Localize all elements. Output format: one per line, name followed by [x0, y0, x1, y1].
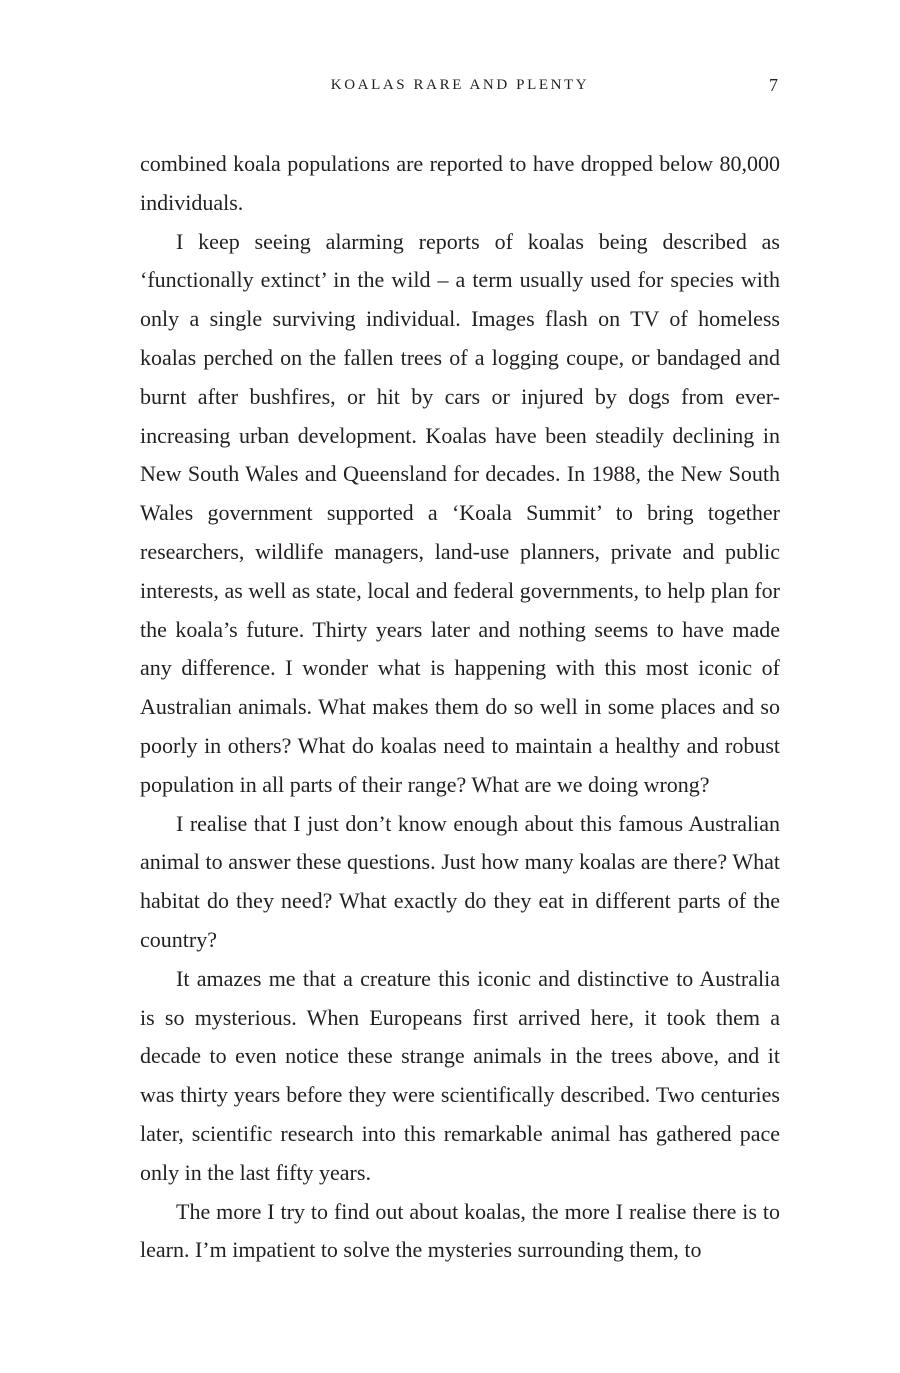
body-text	[140, 145, 780, 1270]
paragraph: I keep seeing alarming reports of koalas being described as ‘functionally extinct’ in the wild – a term usually used for species with only a single surviving individual. Images flash on TV of homeless koalas perched on the fallen trees of a logging coupe, or bandaged and burnt after bushfires, or hit by cars or injured by dogs from ever-increasing urban development. Koalas have been steadily declining in New South Wales and Queensland for decades. In 1988, the New South Wales government supported a ‘Koala Summit’ to bring together researchers, wildlife managers, land-use planners, private and public interests, as well as state, local and federal governments, to help plan for the koala’s future. Thirty years later and nothing seems to have made any difference. I wonder what is happening with this most iconic of Australian animals. What makes them do so well in some places and so poorly in others? What do koalas need to maintain a healthy and robust population in all parts of their range? What are we doing wrong?	[140, 228, 780, 797]
running-title: KOALAS RARE AND PLENTY	[330, 77, 590, 93]
page-number: 7	[769, 75, 778, 95]
paragraph: I realise that I just don’t know enough about this famous Australian animal to answer these questions. Just how many koalas are there? What habitat do they need? What exactly do they eat in different parts of the country?	[140, 810, 780, 952]
running-head	[140, 73, 780, 97]
paragraph: The more I try to find out about koalas, the more I realise there is to learn. I’m impatient to solve the mysteries surrounding them, to	[140, 1198, 780, 1263]
paragraph: It amazes me that a creature this iconic and distinctive to Australia is so mysterious. When Europeans first arrived here, it took them a decade to even notice these strange animals in the trees above, and it was thirty years before they were scientifically described. Two centuries later, scientific research into this remarkable animal has gathered pace only in the last fifty years.	[140, 965, 780, 1185]
paragraph-continuation: combined koala populations are reported to have dropped below 80,000 individuals.	[140, 151, 780, 215]
